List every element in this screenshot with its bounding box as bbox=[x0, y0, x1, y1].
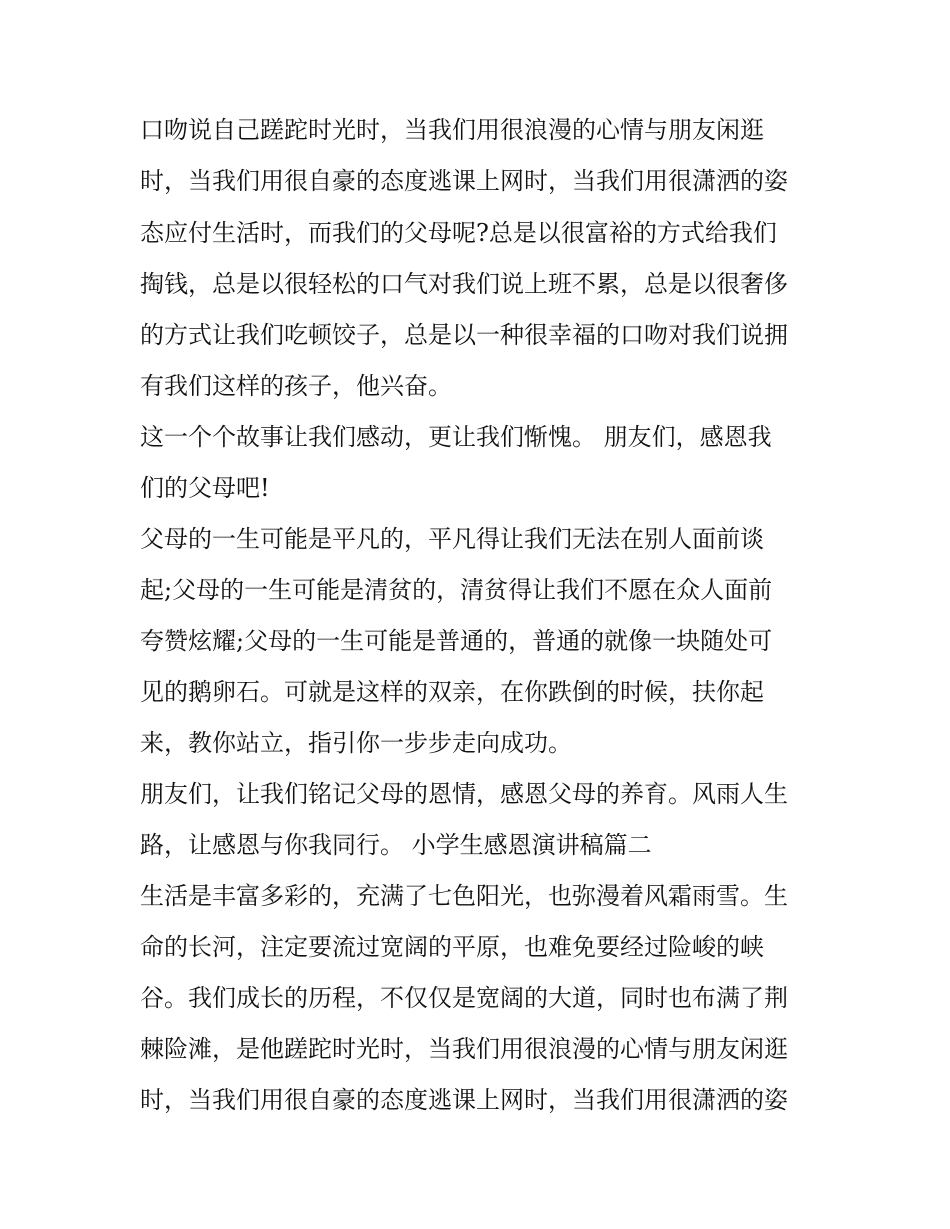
text-line: 态应付生活时，而我们的父母呢?总是以很富裕的方式给我们 bbox=[140, 219, 777, 247]
text-line: 棘险滩，是他蹉跎时光时，当我们用很浪漫的心情与朋友闲逛 bbox=[140, 1035, 788, 1063]
text-line: 有我们这样的孩子，他兴奋。 bbox=[140, 372, 452, 400]
text-line: 来，教你站立，指引你一步步走向成功。 bbox=[140, 729, 572, 757]
text-line: 起;父母的一生可能是清贫的，清贫得让我们不愿在众人面前 bbox=[140, 576, 773, 604]
text-line: 们的父母吧! bbox=[140, 474, 270, 502]
text-line: 父母的一生可能是平凡的，平凡得让我们无法在别人面前谈 bbox=[140, 525, 764, 553]
text-line: 时，当我们用很自豪的态度逃课上网时，当我们用很潇洒的姿 bbox=[140, 1086, 788, 1114]
text-line: 时，当我们用很自豪的态度逃课上网时，当我们用很潇洒的姿 bbox=[140, 167, 788, 195]
text-line: 的方式让我们吃顿饺子，总是以一种很幸福的口吻对我们说拥 bbox=[140, 321, 788, 349]
text-line: 路，让感恩与你我同行。 小学生感恩演讲稿篇二 bbox=[140, 831, 652, 859]
text-line: 谷。我们成长的历程，不仅仅是宽阔的大道，同时也布满了荆 bbox=[140, 984, 788, 1012]
text-line: 生活是丰富多彩的，充满了七色阳光，也弥漫着风霜雨雪。生 bbox=[140, 882, 788, 910]
text-line: 夸赞炫耀;父母的一生可能是普通的，普通的就像一块随处可 bbox=[140, 627, 773, 655]
text-line: 命的长河，注定要流过宽阔的平原，也难免要经过险峻的峡 bbox=[140, 933, 764, 961]
text-line: 这一个个故事让我们感动，更让我们惭愧。 朋友们，感恩我 bbox=[140, 423, 772, 451]
text-line: 口吻说自己蹉跎时光时，当我们用很浪漫的心情与朋友闲逛 bbox=[140, 116, 764, 144]
text-line: 见的鹅卵石。可就是这样的双亲，在你跌倒的时候，扶你起 bbox=[140, 678, 764, 706]
text-line: 掏钱，总是以很轻松的口气对我们说上班不累，总是以很奢侈 bbox=[140, 270, 788, 298]
text-line: 朋友们，让我们铭记父母的恩情，感恩父母的养育。风雨人生 bbox=[140, 780, 788, 808]
